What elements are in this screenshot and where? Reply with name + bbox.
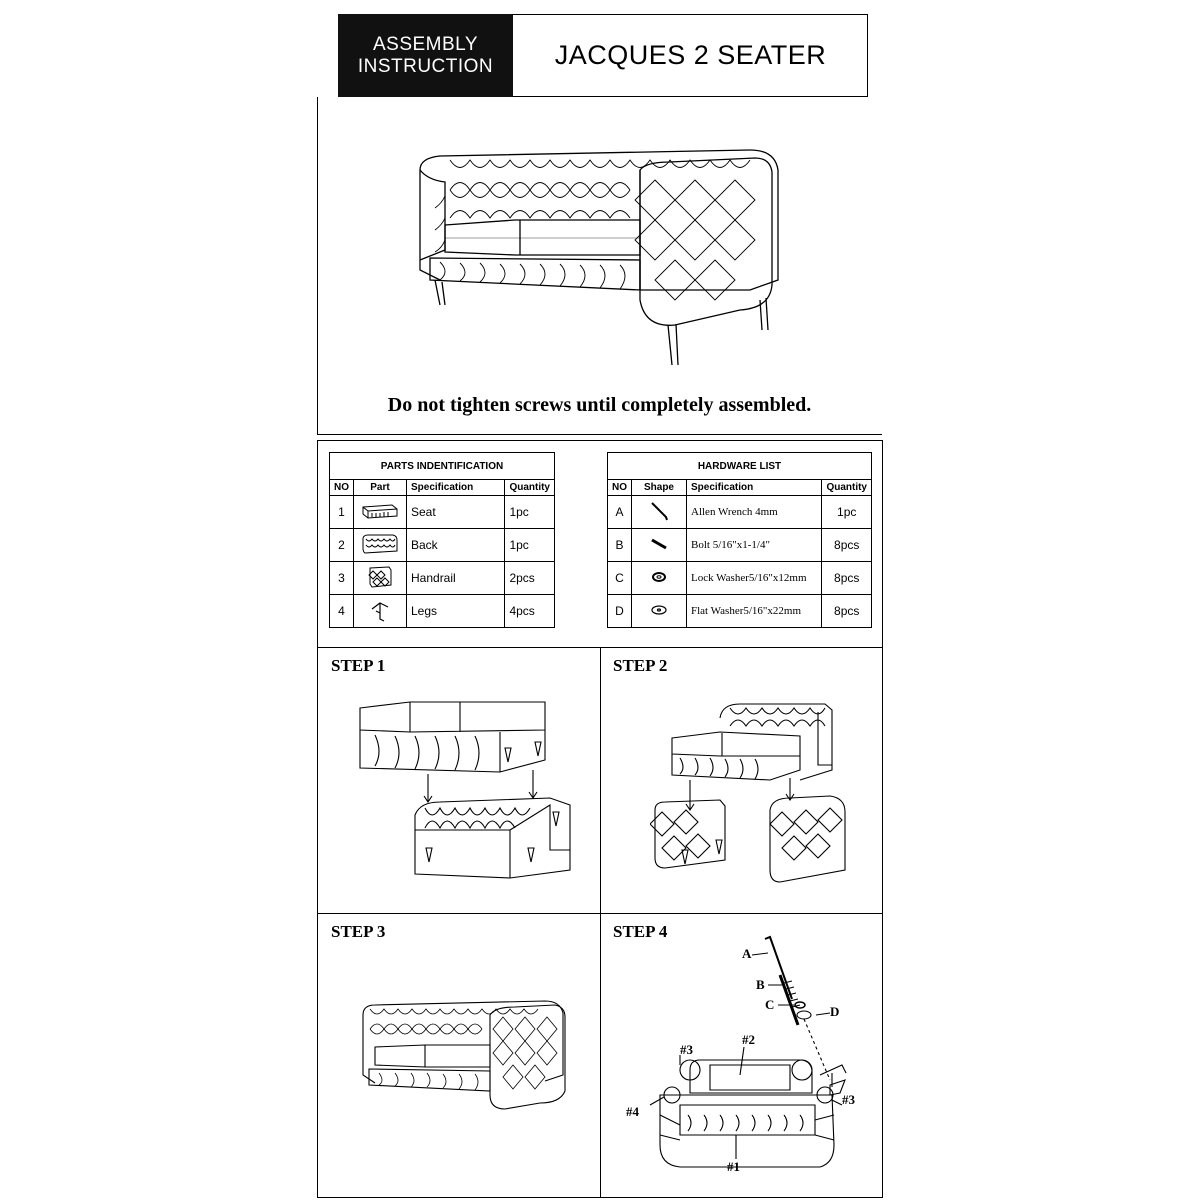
parts-table <box>329 452 555 628</box>
hw-spec: Bolt 5/16"x1-1/4" <box>687 529 822 562</box>
step-3-label: STEP 3 <box>331 922 386 941</box>
part-no: 2 <box>330 529 354 562</box>
table-row <box>330 496 555 529</box>
seat-icon <box>354 496 407 529</box>
hero-frame-line <box>317 434 882 435</box>
label-part-3-left: #3 <box>680 1042 693 1057</box>
parts-col-part: Part <box>354 480 407 496</box>
lock-washer-icon <box>632 562 687 595</box>
hw-col-spec: Specification <box>687 480 822 496</box>
step-grid-line <box>600 647 601 1198</box>
sofa-illustration <box>400 140 800 370</box>
part-qty: 1pc <box>505 529 555 562</box>
label-c: C <box>765 997 775 1012</box>
badge-line-1: ASSEMBLY <box>372 33 479 55</box>
table-row <box>330 595 555 628</box>
hw-no: D <box>608 595 632 628</box>
hardware-table <box>607 452 872 628</box>
label-b: B <box>756 977 765 992</box>
hw-no: C <box>608 562 632 595</box>
hw-no: B <box>608 529 632 562</box>
label-part-4: #4 <box>626 1104 639 1119</box>
label-d: D <box>830 1004 840 1019</box>
back-icon <box>354 529 407 562</box>
part-spec: Seat <box>407 496 505 529</box>
hw-spec: Flat Washer5/16"x22mm <box>687 595 822 628</box>
hw-col-qty: Quantity <box>822 480 872 496</box>
label-a: A <box>742 946 752 961</box>
part-spec: Legs <box>407 595 505 628</box>
hw-col-no: NO <box>608 480 632 496</box>
step-2-illustration <box>650 700 850 895</box>
badge-line-2: INSTRUCTION <box>357 55 494 77</box>
step-4-illustration <box>620 935 875 1190</box>
allen-wrench-icon <box>632 496 687 529</box>
step-2-label: STEP 2 <box>613 656 668 675</box>
warning-text: Do not tighten screws until completely assembled. <box>387 394 812 416</box>
part-qty: 1pc <box>505 496 555 529</box>
part-qty: 2pcs <box>505 562 555 595</box>
label-part-3-right: #3 <box>842 1092 855 1107</box>
hero-frame-line <box>317 97 318 435</box>
table-row <box>608 595 872 628</box>
hw-qty: 8pcs <box>822 529 872 562</box>
hw-qty: 8pcs <box>822 595 872 628</box>
part-no: 3 <box>330 562 354 595</box>
header-badge <box>338 14 513 97</box>
part-spec: Handrail <box>407 562 505 595</box>
hw-col-shape: Shape <box>632 480 687 496</box>
handrail-icon <box>354 562 407 595</box>
hw-no: A <box>608 496 632 529</box>
part-no: 1 <box>330 496 354 529</box>
part-qty: 4pcs <box>505 595 555 628</box>
hw-spec: Allen Wrench 4mm <box>687 496 822 529</box>
table-row <box>608 496 872 529</box>
hw-spec: Lock Washer5/16"x12mm <box>687 562 822 595</box>
table-row <box>330 529 555 562</box>
hw-qty: 8pcs <box>822 562 872 595</box>
bolt-icon <box>632 529 687 562</box>
step-4-label: STEP 4 <box>613 922 668 941</box>
table-row <box>330 562 555 595</box>
parts-col-no: NO <box>330 480 354 496</box>
step-1-illustration <box>350 690 590 890</box>
hardware-table-title: HARDWARE LIST <box>608 453 872 480</box>
product-title: JACQUES 2 SEATER <box>554 40 827 70</box>
leg-bracket-icon <box>354 595 407 628</box>
label-part-2: #2 <box>742 1032 755 1047</box>
part-spec: Back <box>407 529 505 562</box>
step-3-illustration <box>355 995 575 1115</box>
table-row <box>608 529 872 562</box>
hw-qty: 1pc <box>822 496 872 529</box>
flat-washer-icon <box>632 595 687 628</box>
parts-col-qty: Quantity <box>505 480 555 496</box>
part-no: 4 <box>330 595 354 628</box>
parts-table-title: PARTS INDENTIFICATION <box>330 453 555 480</box>
table-row <box>608 562 872 595</box>
label-part-1: #1 <box>727 1159 740 1174</box>
parts-col-spec: Specification <box>407 480 505 496</box>
step-1-label: STEP 1 <box>331 656 386 675</box>
